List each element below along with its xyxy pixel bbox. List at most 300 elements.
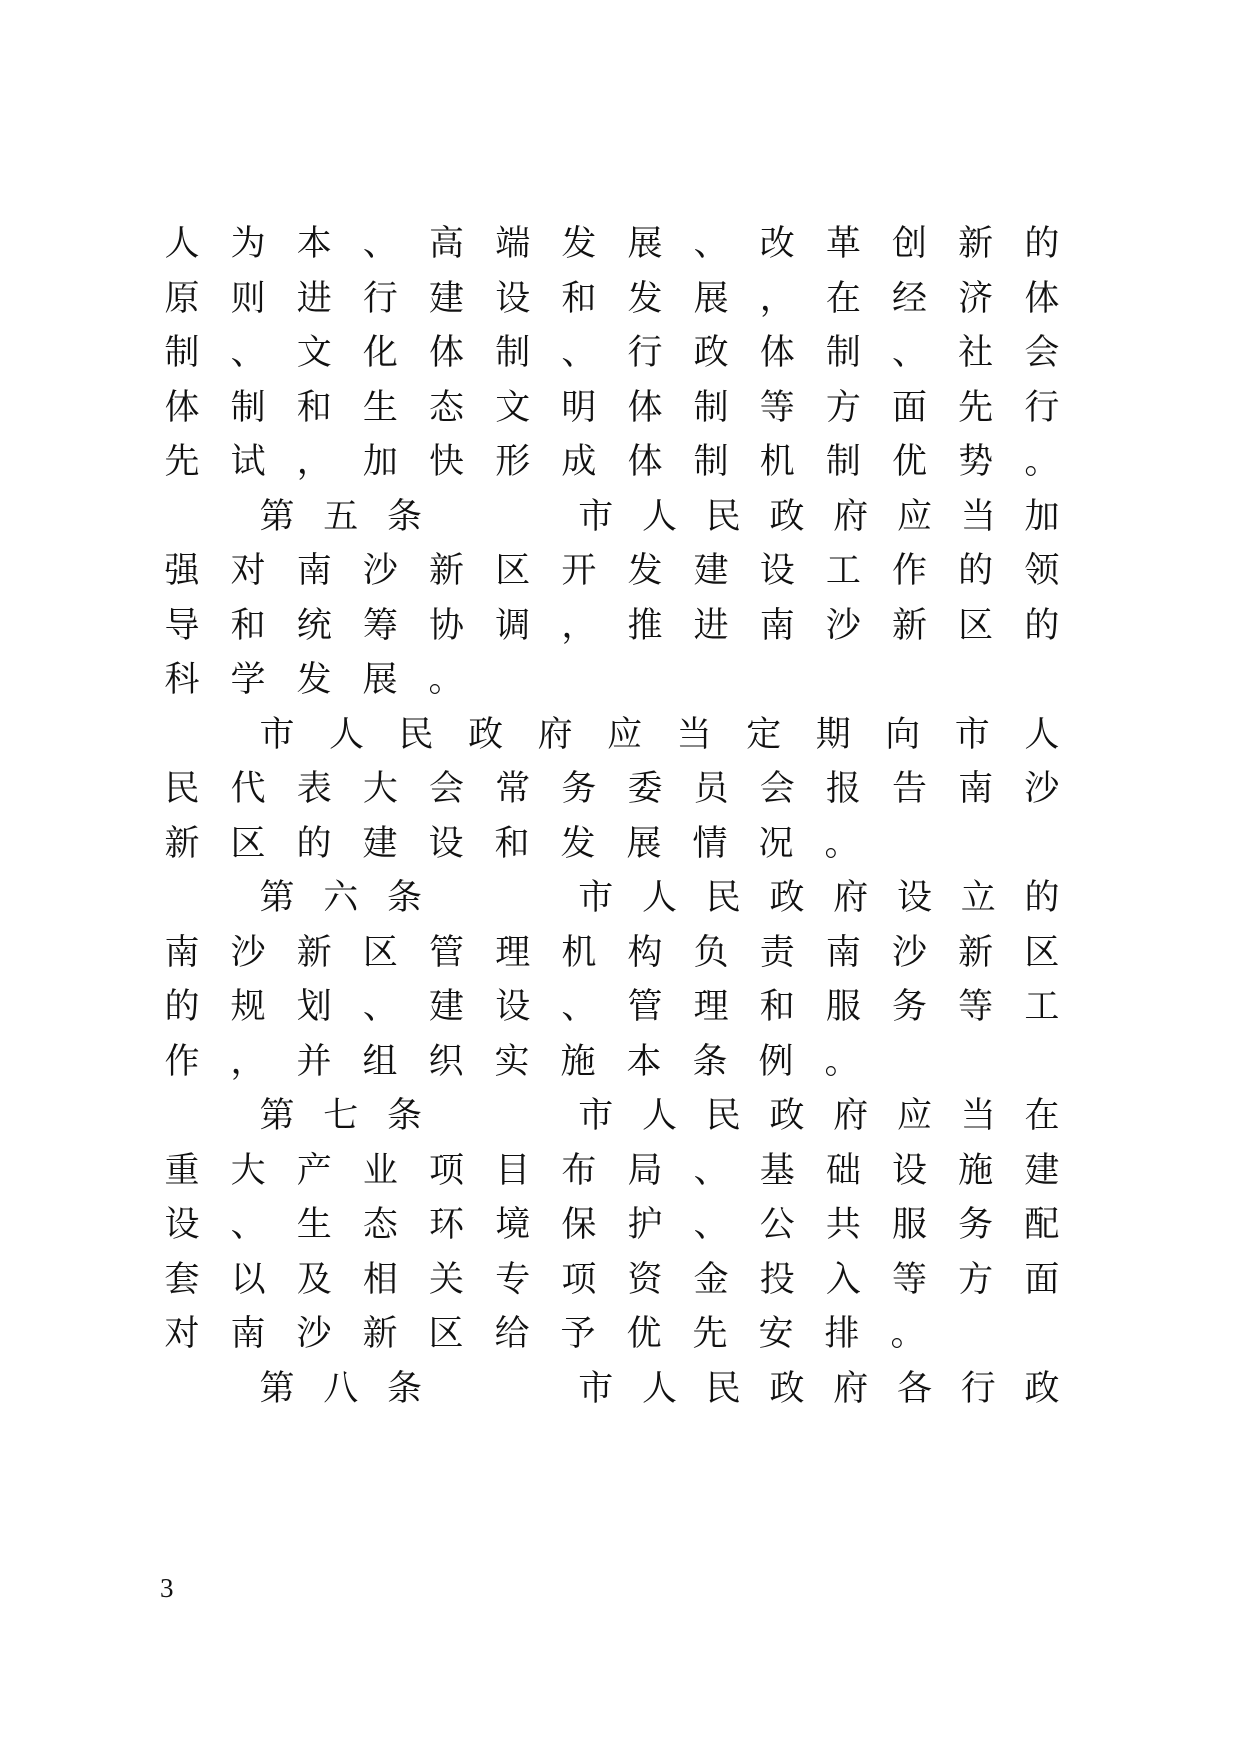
text-character: 行 — [960, 1368, 996, 1409]
text-character: 和 — [759, 987, 795, 1027]
text-character: 机 — [561, 932, 597, 973]
text-character: 优 — [626, 1314, 662, 1354]
text-character: 端 — [495, 224, 531, 264]
text-character: 建 — [429, 278, 465, 319]
text-character: 科 — [164, 660, 200, 700]
text-character: 协 — [429, 605, 465, 646]
text-character: 发 — [627, 551, 663, 591]
text-character: 责 — [759, 932, 795, 973]
text-character: 项 — [561, 1259, 597, 1300]
text-character: 条 — [386, 496, 422, 537]
text-character: 行 — [362, 278, 398, 319]
text-character: 学 — [230, 660, 266, 700]
text-character: 府 — [833, 496, 869, 537]
text-character: 政 — [693, 333, 729, 373]
text-character: 定 — [746, 714, 782, 755]
text-character: 、 — [892, 333, 928, 373]
text-character: 南 — [164, 932, 200, 973]
text-character: 高 — [429, 224, 465, 264]
text-character: 设 — [495, 278, 531, 319]
page-number: 3 — [160, 1573, 174, 1603]
text-character: 设 — [892, 1150, 928, 1191]
text-character: 划 — [296, 987, 332, 1027]
text-character: 以 — [230, 1259, 266, 1300]
text-character: 制 — [495, 333, 531, 373]
text-character: 关 — [429, 1259, 465, 1300]
text-character: 强 — [164, 551, 200, 591]
text-character: 建 — [693, 551, 729, 591]
text-line — [162, 977, 1062, 1037]
text-line — [162, 1032, 1062, 1092]
text-character: 先 — [692, 1314, 728, 1354]
text-character: 为 — [230, 224, 266, 264]
text-character: 新 — [296, 932, 332, 973]
text-character: 先 — [164, 442, 200, 482]
text-character: 政 — [468, 714, 504, 755]
text-character: 五 — [323, 496, 359, 537]
text-character: 面 — [892, 387, 928, 428]
text-character: 人 — [164, 224, 200, 264]
text-character: 实 — [494, 1041, 530, 1082]
text-character: 发 — [627, 278, 663, 319]
text-character: 展 — [627, 224, 663, 264]
text-character: 设 — [896, 878, 932, 918]
text-character: 生 — [296, 1205, 332, 1245]
text-character: 织 — [428, 1041, 464, 1082]
text-character: 报 — [825, 769, 861, 809]
text-character: 管 — [429, 932, 465, 973]
text-character: 、 — [693, 1205, 729, 1245]
text-character: 新 — [958, 224, 994, 264]
text-line — [257, 1359, 1062, 1419]
text-character: 工 — [825, 551, 861, 591]
text-character: 发 — [561, 224, 597, 264]
text-line — [162, 1141, 1062, 1201]
text-character: 区 — [428, 1314, 464, 1354]
text-character: 新 — [362, 1314, 398, 1354]
text-line — [162, 596, 1062, 656]
text-character: 。 — [428, 660, 464, 700]
text-character: 立 — [960, 878, 996, 918]
text-character: 民 — [705, 878, 741, 918]
text-character: 规 — [230, 987, 266, 1027]
text-character: 民 — [705, 1096, 741, 1136]
text-character: 相 — [362, 1259, 398, 1300]
text-character: 布 — [561, 1150, 597, 1191]
text-character: 展 — [693, 278, 729, 319]
text-character: 并 — [296, 1041, 332, 1082]
text-character: 施 — [958, 1150, 994, 1191]
text-character: 公 — [759, 1205, 795, 1245]
text-character: 资 — [627, 1259, 663, 1300]
text-character: 排 — [824, 1314, 860, 1354]
text-character: ， — [759, 278, 795, 319]
text-character: 等 — [759, 387, 795, 428]
text-character: 和 — [296, 387, 332, 428]
text-character: 础 — [825, 1150, 861, 1191]
text-character: 代 — [230, 769, 266, 809]
text-character: 体 — [164, 387, 200, 428]
text-character: 专 — [495, 1259, 531, 1300]
text-character: 况 — [758, 823, 794, 864]
text-character: 委 — [627, 769, 663, 809]
text-line — [162, 323, 1062, 383]
text-line — [162, 378, 1062, 438]
text-character: 展 — [362, 660, 398, 700]
text-character: 对 — [230, 551, 266, 591]
text-character: 快 — [429, 442, 465, 482]
text-character: 当 — [960, 1096, 996, 1136]
text-character: 当 — [676, 714, 712, 755]
text-character: 建 — [362, 823, 398, 864]
text-character: 开 — [561, 551, 597, 591]
text-character: 七 — [323, 1096, 359, 1136]
text-character: 市 — [578, 1096, 614, 1136]
text-character: 管 — [627, 987, 663, 1027]
text-line — [257, 705, 1062, 765]
text-character: 政 — [1024, 1368, 1060, 1409]
text-line — [162, 650, 1062, 710]
text-character: 人 — [641, 496, 677, 537]
text-character: 入 — [825, 1259, 861, 1300]
text-character: 基 — [759, 1150, 795, 1191]
text-character: 革 — [825, 224, 861, 264]
text-character: 进 — [693, 605, 729, 646]
text-character: 条 — [386, 1096, 422, 1136]
text-character: 第 — [259, 496, 295, 537]
text-character: 务 — [561, 769, 597, 809]
text-character: 金 — [693, 1259, 729, 1300]
text-character: 经 — [892, 278, 928, 319]
text-character: 优 — [892, 442, 928, 482]
text-line — [162, 214, 1062, 274]
text-character: 区 — [958, 605, 994, 646]
text-character: 作 — [892, 551, 928, 591]
text-character: 、 — [362, 987, 398, 1027]
text-character: 八 — [323, 1368, 359, 1409]
text-line — [162, 1304, 1062, 1364]
text-character: 本 — [296, 224, 332, 264]
text-character: 民 — [705, 1368, 741, 1409]
text-character: 务 — [892, 987, 928, 1027]
text-character: 建 — [1024, 1150, 1060, 1191]
text-character: 体 — [429, 333, 465, 373]
text-character: 新 — [164, 823, 200, 864]
text-character: 新 — [429, 551, 465, 591]
text-character: 情 — [692, 823, 728, 864]
text-character: 保 — [561, 1205, 597, 1245]
text-character: 面 — [1024, 1259, 1060, 1300]
text-character: 市 — [259, 714, 295, 755]
text-character: 产 — [296, 1150, 332, 1191]
text-character: 南 — [825, 932, 861, 973]
text-character: 、 — [230, 1205, 266, 1245]
text-character: 政 — [769, 496, 805, 537]
text-character: 化 — [362, 333, 398, 373]
text-character: 形 — [495, 442, 531, 482]
text-character: 、 — [561, 333, 597, 373]
text-character: 。 — [1024, 442, 1060, 482]
text-character: 人 — [1024, 714, 1060, 755]
text-character: 加 — [362, 442, 398, 482]
text-character: 给 — [494, 1314, 530, 1354]
text-character: 例 — [758, 1041, 794, 1082]
text-character: 沙 — [892, 932, 928, 973]
text-character: 政 — [769, 878, 805, 918]
text-character: 等 — [958, 987, 994, 1027]
text-character: 民 — [705, 496, 741, 537]
text-character: 、 — [693, 224, 729, 264]
text-character: 在 — [825, 278, 861, 319]
text-character: 成 — [561, 442, 597, 482]
text-character: 设 — [164, 1205, 200, 1245]
text-character: ， — [230, 1041, 266, 1082]
text-character: 员 — [693, 769, 729, 809]
text-character: 条 — [386, 1368, 422, 1409]
text-character: 则 — [230, 278, 266, 319]
text-character: 沙 — [1024, 769, 1060, 809]
text-character: 施 — [560, 1041, 596, 1082]
text-character: 市 — [578, 878, 614, 918]
text-character: 服 — [892, 1205, 928, 1245]
text-character: 予 — [560, 1314, 596, 1354]
text-character: 局 — [627, 1150, 663, 1191]
text-character: 行 — [627, 333, 663, 373]
text-character: 项 — [429, 1150, 465, 1191]
text-character: 统 — [296, 605, 332, 646]
text-character: 沙 — [230, 932, 266, 973]
text-character: 会 — [429, 769, 465, 809]
text-character: 济 — [958, 278, 994, 319]
text-character: 。 — [824, 1041, 860, 1082]
text-character: 文 — [296, 333, 332, 373]
text-line — [162, 759, 1062, 819]
text-character: 的 — [958, 551, 994, 591]
text-character: 区 — [1024, 932, 1060, 973]
text-character: 设 — [428, 823, 464, 864]
text-character: 制 — [693, 387, 729, 428]
text-character: 第 — [259, 878, 295, 918]
text-character: 的 — [1024, 605, 1060, 646]
text-character: 应 — [607, 714, 643, 755]
text-character: 作 — [164, 1041, 200, 1082]
text-character: 会 — [1024, 333, 1060, 373]
text-line — [257, 868, 1062, 928]
text-character: 务 — [958, 1205, 994, 1245]
text-character: 新 — [958, 932, 994, 973]
text-character: 展 — [626, 823, 662, 864]
text-character: 体 — [759, 333, 795, 373]
text-character: 工 — [1024, 987, 1060, 1027]
text-character: 创 — [892, 224, 928, 264]
text-character: 组 — [362, 1041, 398, 1082]
text-character: 等 — [892, 1259, 928, 1300]
text-character: 市 — [578, 496, 614, 537]
text-character: 沙 — [825, 605, 861, 646]
text-character: 条 — [386, 878, 422, 918]
text-line — [162, 432, 1062, 492]
text-character: 民 — [398, 714, 434, 755]
text-character: 投 — [759, 1259, 795, 1300]
text-character: 社 — [958, 333, 994, 373]
text-character: 、 — [230, 333, 266, 373]
text-character: 套 — [164, 1259, 200, 1300]
text-character: 的 — [1024, 878, 1060, 918]
text-character: 南 — [296, 551, 332, 591]
text-character: 建 — [429, 987, 465, 1027]
text-character: 文 — [495, 387, 531, 428]
text-character: 体 — [627, 442, 663, 482]
text-character: 加 — [1024, 496, 1060, 537]
text-character: 服 — [825, 987, 861, 1027]
text-character: 在 — [1024, 1096, 1060, 1136]
text-character: 和 — [494, 823, 530, 864]
text-character: 理 — [693, 987, 729, 1027]
text-character: 沙 — [296, 1314, 332, 1354]
text-character: 目 — [495, 1150, 531, 1191]
text-line — [162, 814, 1062, 874]
text-character: 设 — [759, 551, 795, 591]
text-character: 会 — [759, 769, 795, 809]
text-character: 告 — [892, 769, 928, 809]
text-character: 南 — [759, 605, 795, 646]
text-character: 的 — [296, 823, 332, 864]
text-character: 人 — [329, 714, 365, 755]
text-character: 行 — [1024, 387, 1060, 428]
text-character: 配 — [1024, 1205, 1060, 1245]
text-character: 境 — [495, 1205, 531, 1245]
text-character: 民 — [164, 769, 200, 809]
text-character: 制 — [825, 442, 861, 482]
text-character: 第 — [259, 1368, 295, 1409]
text-character: 方 — [958, 1259, 994, 1300]
text-character: 态 — [429, 387, 465, 428]
text-line — [257, 487, 1062, 547]
text-character: 设 — [495, 987, 531, 1027]
text-line — [162, 541, 1062, 601]
text-character: 六 — [323, 878, 359, 918]
text-character: 各 — [896, 1368, 932, 1409]
text-character: 表 — [296, 769, 332, 809]
text-character: ， — [296, 442, 332, 482]
text-character: 势 — [958, 442, 994, 482]
text-character: 方 — [825, 387, 861, 428]
text-character: 区 — [362, 932, 398, 973]
text-character: 环 — [429, 1205, 465, 1245]
text-character: 制 — [693, 442, 729, 482]
text-character: 第 — [259, 1096, 295, 1136]
text-character: 府 — [833, 1096, 869, 1136]
text-character: 政 — [769, 1368, 805, 1409]
text-character: 先 — [958, 387, 994, 428]
text-line — [162, 269, 1062, 329]
text-character: 。 — [890, 1314, 926, 1354]
text-character: 大 — [362, 769, 398, 809]
text-character: 常 — [495, 769, 531, 809]
text-character: 和 — [561, 278, 597, 319]
text-character: 共 — [825, 1205, 861, 1245]
text-character: 体 — [627, 387, 663, 428]
text-character: 发 — [560, 823, 596, 864]
text-character: 机 — [759, 442, 795, 482]
text-character: 体 — [1024, 278, 1060, 319]
text-character: 市 — [954, 714, 990, 755]
text-character: 护 — [627, 1205, 663, 1245]
text-character: 当 — [960, 496, 996, 537]
text-character: 重 — [164, 1150, 200, 1191]
text-character: 生 — [362, 387, 398, 428]
text-character: 沙 — [362, 551, 398, 591]
text-character: 政 — [769, 1096, 805, 1136]
text-character: 向 — [885, 714, 921, 755]
text-character: 新 — [892, 605, 928, 646]
text-character: 府 — [537, 714, 573, 755]
text-character: 试 — [230, 442, 266, 482]
text-character: 及 — [296, 1259, 332, 1300]
text-line — [162, 1250, 1062, 1310]
text-character: 南 — [958, 769, 994, 809]
text-line — [162, 1195, 1062, 1255]
text-line — [162, 923, 1062, 983]
text-character: 制 — [164, 333, 200, 373]
text-character: 府 — [833, 1368, 869, 1409]
text-character: 应 — [896, 496, 932, 537]
text-character: 理 — [495, 932, 531, 973]
text-character: 制 — [825, 333, 861, 373]
text-character: 条 — [692, 1041, 728, 1082]
text-character: 和 — [230, 605, 266, 646]
text-character: 发 — [296, 660, 332, 700]
text-character: 业 — [362, 1150, 398, 1191]
text-character: 进 — [296, 278, 332, 319]
text-character: 的 — [1024, 224, 1060, 264]
text-character: 、 — [561, 987, 597, 1027]
text-character: 领 — [1024, 551, 1060, 591]
text-character: 安 — [758, 1314, 794, 1354]
text-character: 人 — [641, 878, 677, 918]
text-character: 、 — [693, 1150, 729, 1191]
text-character: 府 — [833, 878, 869, 918]
text-character: 导 — [164, 605, 200, 646]
text-character: 、 — [362, 224, 398, 264]
text-character: 态 — [362, 1205, 398, 1245]
text-character: 大 — [230, 1150, 266, 1191]
text-character: 期 — [815, 714, 851, 755]
text-character: 应 — [896, 1096, 932, 1136]
text-character: 区 — [495, 551, 531, 591]
text-character: 负 — [693, 932, 729, 973]
text-character: 人 — [641, 1368, 677, 1409]
text-character: 制 — [230, 387, 266, 428]
text-line — [257, 1086, 1062, 1146]
text-character: 明 — [561, 387, 597, 428]
text-character: 改 — [759, 224, 795, 264]
text-character: 的 — [164, 987, 200, 1027]
text-character: 对 — [164, 1314, 200, 1354]
text-character: 市 — [578, 1368, 614, 1409]
text-character: ， — [561, 605, 597, 646]
text-character: 本 — [626, 1041, 662, 1082]
text-character: 原 — [164, 278, 200, 319]
text-character: 南 — [230, 1314, 266, 1354]
text-character: 人 — [641, 1096, 677, 1136]
text-character: 区 — [230, 823, 266, 864]
text-character: 。 — [824, 823, 860, 864]
text-character: 构 — [627, 932, 663, 973]
text-character: 调 — [495, 605, 531, 646]
text-character: 筹 — [362, 605, 398, 646]
text-character: 推 — [627, 605, 663, 646]
